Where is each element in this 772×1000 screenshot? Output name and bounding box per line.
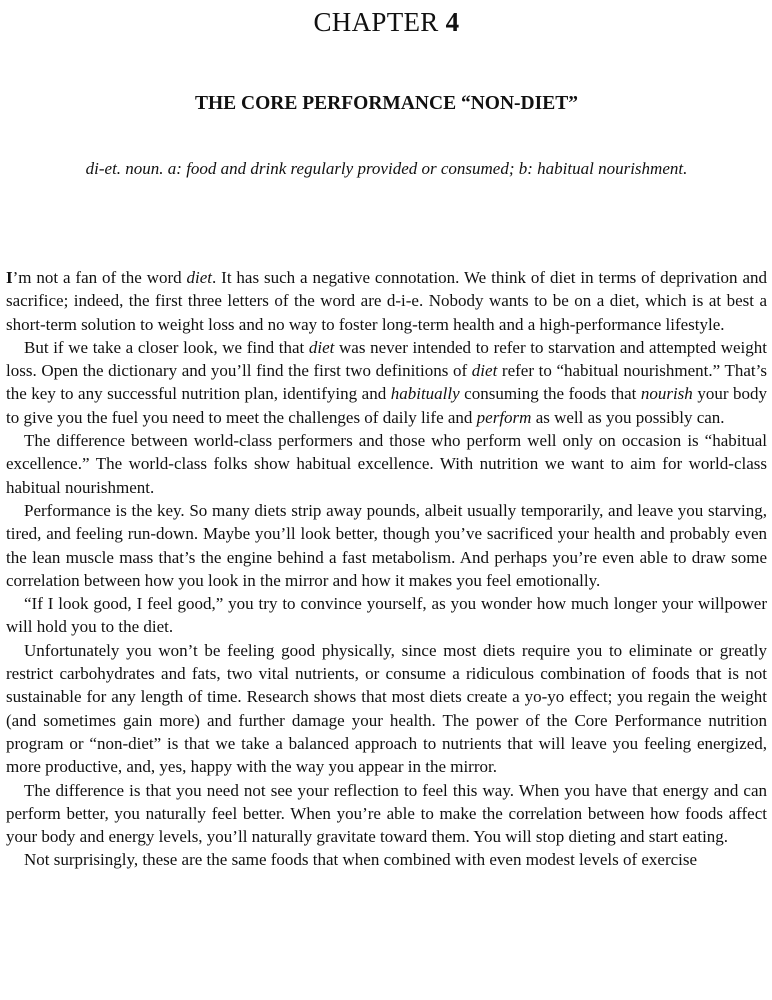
- emphasis-text: diet: [471, 361, 498, 381]
- emphasis-text: habitually: [390, 384, 460, 404]
- paragraph-text: The difference is that you need not see your reflection to feel this way. When you have that energy and can perform better, you naturally feel better. When you’re able to make the correlation between how foods affect your body and energy levels, you’ll naturally gravitate toward them. You will stop dieting and start eating.: [6, 780, 767, 847]
- paragraph-text: your body to give you the fuel you need to meet the challenges of daily life and: [6, 384, 767, 427]
- body-paragraph: [6, 429, 767, 499]
- chapter-heading: [6, 0, 767, 38]
- emphasis-text: nourish: [640, 384, 693, 404]
- body-paragraph: [6, 639, 767, 779]
- drop-letter: I: [6, 268, 13, 287]
- paragraph-text: Not surprisingly, these are the same foods that when combined with even modest levels of exercise: [24, 850, 698, 870]
- paragraph-text: The difference between world-class performers and those who perform well only on occasion is “habitual excellence.” The world-class folks show habitual excellence. With nutrition we want to aim for world-class habitual nourishment.: [6, 431, 767, 497]
- emphasis-text: perform: [476, 407, 532, 427]
- body-paragraph: [6, 336, 767, 429]
- emphasis-text: diet: [186, 268, 213, 287]
- body-paragraph: [6, 848, 767, 871]
- paragraph-text: Performance is the key. So many diets strip away pounds, albeit usually temporarily, and leave you starving, tired, and feeling run-down. Maybe you’ll look better, though you’ve sacrificed your health and probably even the lean muscle mass that’s the engine behind a fast metabolism. And perhaps you’re even able to draw some correlation between how you look in the mirror and how it makes you feel emotionally.: [6, 500, 767, 590]
- chapter-label: CHAPTER: [313, 7, 446, 37]
- paragraph-text: Unfortunately you won’t be feeling good physically, since most diets require you to eliminate or greatly restrict carbohydrates and fats, two vital nutrients, or consume a ridiculous combination of foods that is not sustainable for any length of time. Research shows that most diets create a yo-yo effect; you regain the weight (and sometimes gain more) and further damage your health. The power of the Core Performance nutrition program or “non-diet” is that we take a balanced approach to nutrients that will leave you feeling energized, more productive, and, yes, happy with the way you appear in the mirror.: [6, 640, 767, 777]
- body-paragraph: [6, 592, 767, 639]
- body-paragraph: [6, 779, 767, 849]
- paragraph-text: “If I look good, I feel good,” you try to convince yourself, as you wonder how much longer your willpower will hold you to the diet.: [6, 594, 767, 637]
- paragraph-text: consuming the foods that: [459, 384, 641, 404]
- paragraph-text: as well as you possibly can.: [531, 407, 725, 427]
- body-paragraph: [6, 499, 767, 592]
- paragraph-text: . It has such a negative connotation. We think of diet in terms of deprivation and sacrifice; indeed, the first three letters of the word are d-i-e. Nobody wants to be on a diet, which is at best a short-term solution to weight loss and no way to foster long-term health and a high-performance lifestyle.: [6, 268, 767, 334]
- body-paragraph: [6, 266, 767, 336]
- body-text: [6, 266, 767, 872]
- chapter-title: THE CORE PERFORMANCE “NON-DIET”: [195, 93, 578, 114]
- paragraph-text: But if we take a closer look, we find that: [24, 337, 309, 357]
- paragraph-text: was never intended to refer to starvation and attempted weight loss. Open the dictionary and you’ll find the first two definitions of: [6, 337, 767, 381]
- chapter-number: 4: [445, 7, 460, 37]
- paragraph-text: refer to “habitual nourishment.” That’s the key to any successful nutrition plan, identifying and: [6, 361, 767, 404]
- paragraph-text: ’m not a fan of the word: [12, 268, 187, 287]
- definition-epigraph: di-et. noun. a: food and drink regularly provided or consumed; b: habitual nourishment.: [85, 159, 688, 178]
- emphasis-text: diet: [308, 337, 335, 357]
